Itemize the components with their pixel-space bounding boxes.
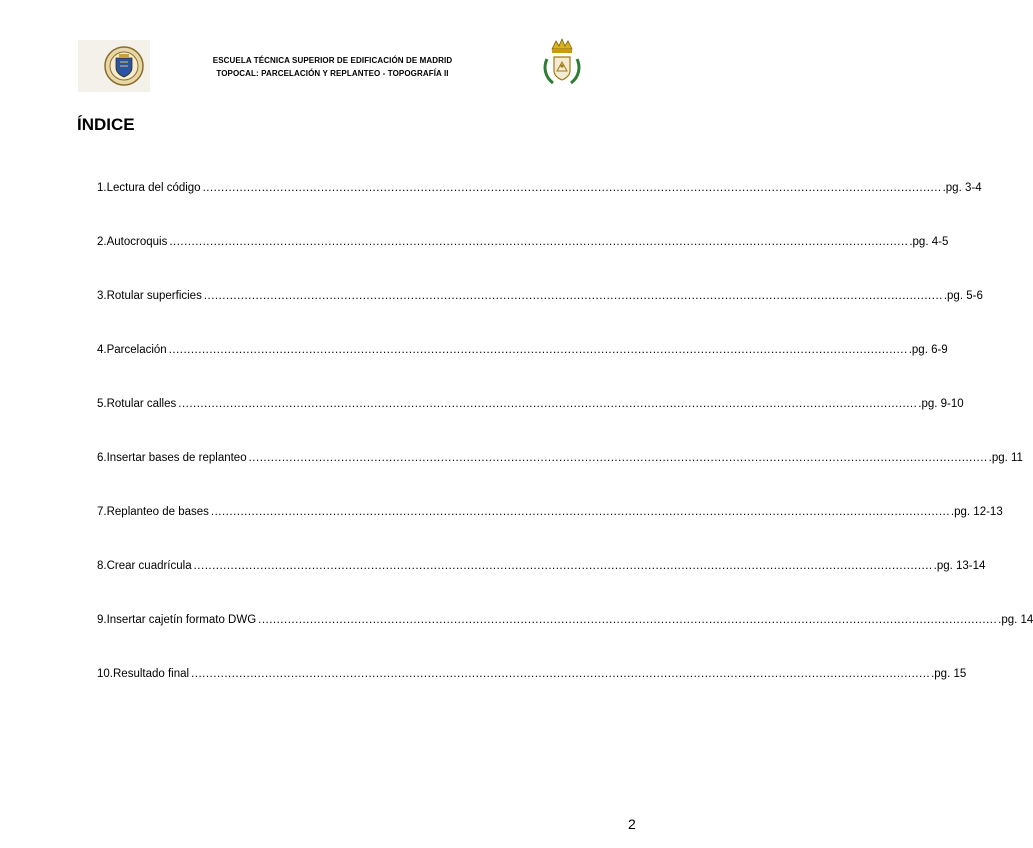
toc-entry-number: 8. — [97, 560, 107, 572]
toc-entry-label: Rotular superficies — [106, 290, 202, 302]
toc-entry-label: Crear cuadrícula — [106, 560, 192, 572]
toc-entry-page: .pg. 13-14 — [933, 560, 986, 572]
toc-entry-page: .pg. 6-9 — [908, 344, 948, 356]
toc-entry-number: 5. — [97, 398, 107, 410]
toc-dot-leader: ........................................................................................................................................................................................................ — [202, 182, 942, 194]
toc-dot-leader: ........................................................................................................................................................................................................ — [248, 452, 988, 464]
toc-entry-number: 7. — [97, 506, 107, 518]
toc-entry[interactable] — [97, 236, 949, 252]
toc-entry[interactable] — [97, 614, 1033, 630]
toc-entry-label: Insertar bases de replanteo — [106, 452, 247, 464]
toc-entry-label: Rotular calles — [106, 398, 177, 410]
toc-entry[interactable] — [97, 668, 967, 684]
toc-entry-page: .pg. 4-5 — [909, 236, 949, 248]
toc-entry-label: Insertar cajetín formato DWG — [106, 614, 257, 626]
page-number: 2 — [628, 816, 636, 832]
toc-entry[interactable] — [97, 398, 964, 414]
toc-entry-page: .pg. 14 — [998, 614, 1033, 626]
toc-entry[interactable] — [97, 344, 948, 360]
toc-entry-page: .pg. 12-13 — [950, 506, 1003, 518]
toc-entry-number: 3. — [97, 290, 107, 302]
toc-entry-label: Replanteo de bases — [106, 506, 209, 518]
toc-entry-number: 10. — [97, 668, 113, 680]
toc-entry-number: 6. — [97, 452, 107, 464]
toc-entry-number: 2. — [97, 236, 107, 248]
university-seal-icon — [78, 40, 150, 92]
toc-entry-number: 4. — [97, 344, 107, 356]
toc-dot-leader: ........................................................................................................................................................................................................ — [168, 344, 908, 356]
toc-dot-leader: ........................................................................................................................................................................................................ — [210, 506, 950, 518]
toc-entry-page: .pg. 15 — [931, 668, 967, 680]
toc-dot-leader: ........................................................................................................................................................................................................ — [191, 668, 931, 680]
toc-entry[interactable] — [97, 560, 986, 576]
toc-dot-leader: ........................................................................................................................................................................................................ — [203, 290, 943, 302]
toc-dot-leader: ........................................................................................................................................................................................................ — [193, 560, 933, 572]
crowned-emblem-icon — [537, 37, 587, 89]
document-header — [150, 54, 515, 80]
toc-dot-leader: ........................................................................................................................................................................................................ — [169, 236, 909, 248]
header-subject: TOPOCAL: PARCELACIÓN Y REPLANTEO - TOPOGRAFÍA II — [216, 69, 449, 78]
toc-entry-page: .pg. 3-4 — [942, 182, 982, 194]
toc-entry-page: .pg. 11 — [988, 452, 1023, 464]
toc-entry-label: Lectura del código — [106, 182, 201, 194]
toc-dot-leader: ........................................................................................................................................................................................................ — [178, 398, 918, 410]
toc-entry[interactable] — [97, 506, 1003, 522]
toc-entry-label: Parcelación — [106, 344, 167, 356]
toc-entry[interactable] — [97, 452, 1023, 468]
toc-entry-label: Autocroquis — [106, 236, 168, 248]
toc-entry-number: 1. — [97, 182, 107, 194]
header-school-name: ESCUELA TÉCNICA SUPERIOR DE EDIFICACIÓN DE MADRID — [212, 56, 453, 65]
toc-dot-leader: ........................................................................................................................................................................................................ — [258, 614, 998, 626]
toc-entry[interactable] — [97, 182, 982, 198]
page-title: ÍNDICE — [77, 115, 135, 134]
toc-entry-number: 9. — [97, 614, 107, 626]
toc-entry-label: Resultado final — [113, 668, 190, 680]
toc-entry[interactable] — [97, 290, 983, 306]
toc-entry-page: .pg. 9-10 — [918, 398, 964, 410]
toc-entry-page: .pg. 5-6 — [943, 290, 983, 302]
